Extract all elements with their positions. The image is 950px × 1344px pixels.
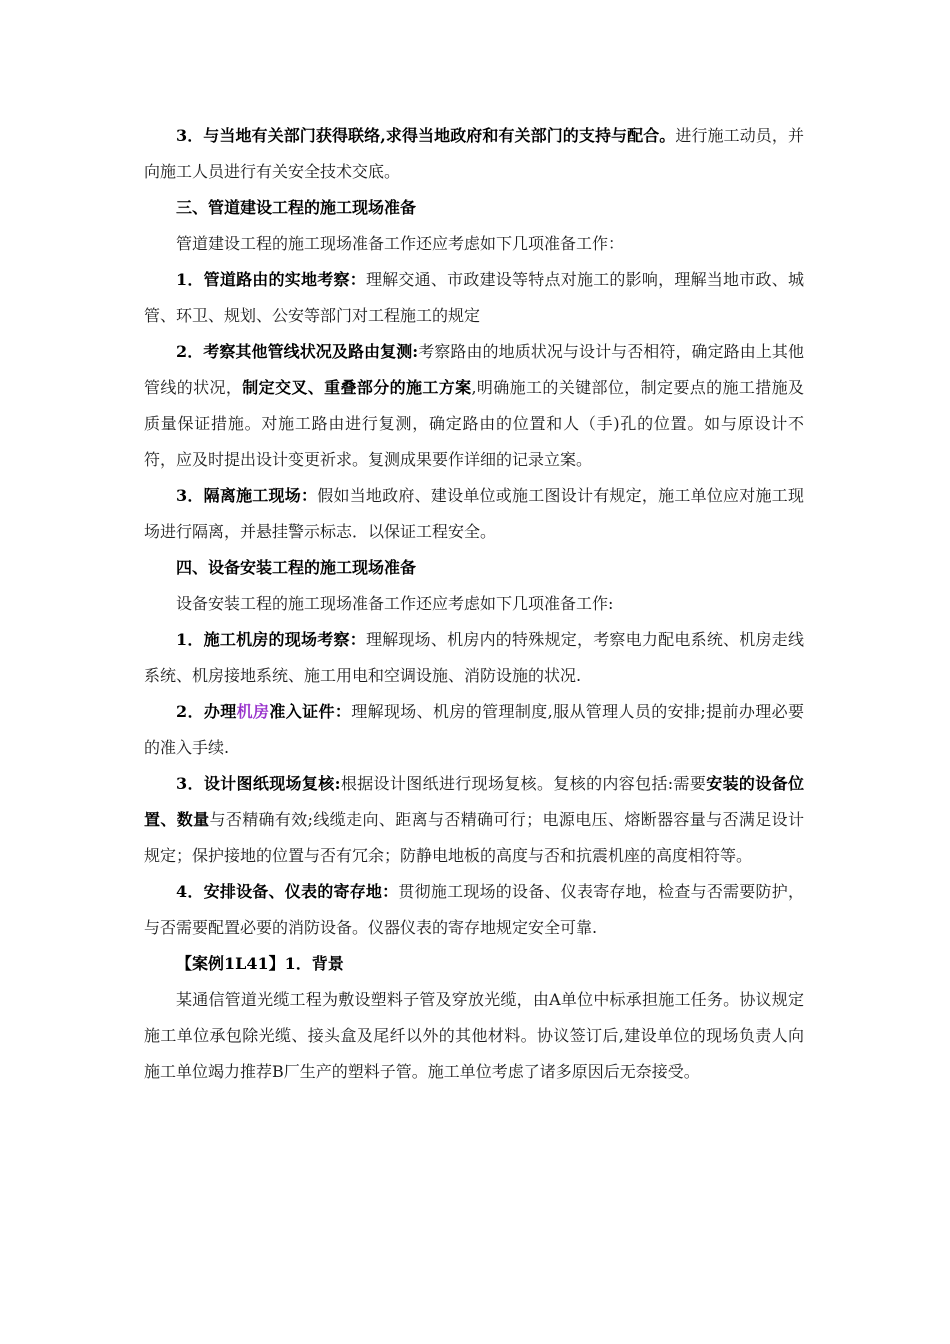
paragraph-text: 与否精确有效;线缆走向、距离与否精确可行；电源电压、熔断器容量与否满足设计规定；保护接地的位置与否有冗余；防静电地板的高度与否和抗震机座的高度相符等。 bbox=[144, 810, 804, 865]
document-body bbox=[144, 118, 804, 1090]
paragraph-room-survey bbox=[144, 622, 804, 694]
paragraph-text: 考察路由的地质状况与设计与否相符，确定路由上其他管线的状况， bbox=[144, 342, 804, 397]
paragraph-text: 贯彻施工现场的设备、仪表寄存地，检查与否需要防护，与否需要配置必要的消防设备。仪器仪表的寄存地规定安全可靠. bbox=[144, 882, 804, 937]
bold-phrase: 3．与当地有关部门获得联络,求得当地政府和有关部门的支持与配合。 bbox=[176, 126, 676, 145]
bold-phrase: 2．考察其他管线状况及路由复测: bbox=[176, 342, 419, 361]
paragraph-text: 理解交通、市政建设等特点对施工的影响，理解当地市政、城管、环卫、规划、公安等部门对工程施工的规定 bbox=[144, 270, 804, 325]
bold-phrase: 安装的设备位置、数量 bbox=[144, 774, 804, 829]
bold-phrase: 1．施工机房的现场考察： bbox=[176, 630, 366, 649]
section-heading-equipment bbox=[144, 550, 804, 586]
heading-text: 三、管道建设工程的施工现场准备 bbox=[176, 198, 417, 217]
bold-phrase: 4．安排设备、仪表的寄存地： bbox=[176, 882, 399, 901]
paragraph-local-coordination bbox=[144, 118, 804, 190]
paragraph-route-recheck bbox=[144, 334, 804, 478]
bold-phrase: 制定交叉、重叠部分的施工方案 bbox=[242, 378, 472, 397]
paragraph-site-isolation bbox=[144, 478, 804, 550]
paragraph-text: 根据设计图纸进行现场复核。复核的内容包括:需要 bbox=[340, 774, 707, 793]
heading-text: 【案例1L41】1．背景 bbox=[176, 954, 344, 973]
paragraph-text: 假如当地政府、建设单位或施工图设计有规定，施工单位应对施工现场进行隔离，并悬挂警示标志．以保证工程安全。 bbox=[144, 486, 804, 541]
section-heading-pipeline bbox=[144, 190, 804, 226]
paragraph-text: 理解现场、机房内的特殊规定，考察电力配电系统、机房走线系统、机房接地系统、施工用电和空调设施、消防设施的状况. bbox=[144, 630, 804, 685]
bold-phrase: 准入证件： bbox=[269, 702, 352, 721]
paragraph-access-permit bbox=[144, 694, 804, 766]
paragraph-route-survey bbox=[144, 262, 804, 334]
bold-phrase: 2．办理 bbox=[176, 702, 237, 721]
paragraph-text: 理解现场、机房的管理制度,服从管理人员的安排;提前办理必要的准入手续. bbox=[144, 702, 804, 757]
paragraph-pipeline-intro: 管道建设工程的施工现场准备工作还应考虑如下几项准备工作： bbox=[176, 234, 625, 253]
paragraph-drawing-check bbox=[144, 766, 804, 874]
paragraph-equipment-intro: 设备安装工程的施工现场准备工作还应考虑如下几项准备工作: bbox=[176, 594, 614, 613]
highlighted-link-term[interactable]: 机房 bbox=[236, 702, 270, 721]
bold-phrase: 3．设计图纸现场复核: bbox=[176, 774, 341, 793]
paragraph-text: ,明确施工的关键部位，制定要点的施工措施及质量保证措施。对施工路由进行复测，确定路由的位置和人（手)孔的位置。如与原设计不符，应及时提出设计变更祈求。复测成果要作详细的记录立案。 bbox=[144, 378, 804, 469]
heading-text: 四、设备安装工程的施工现场准备 bbox=[176, 558, 417, 577]
bold-phrase: 1．管道路由的实地考察： bbox=[176, 270, 366, 289]
case-heading bbox=[144, 946, 804, 982]
paragraph-case-background: 某通信管道光缆工程为敷设塑料子管及穿放光缆，由A单位中标承担施工任务。协议规定施工单位承包除光缆、接头盒及尾纤以外的其他材料。协议签订后,建设单位的现场负责人向施工单位竭力推荐B厂生产的塑料子管。施工单位考虑了诸多原因后无奈接受。 bbox=[144, 990, 804, 1081]
bold-phrase: 3．隔离施工现场： bbox=[176, 486, 318, 505]
paragraph-text: 进行施工动员，并向施工人员进行有关安全技术交底。 bbox=[144, 126, 804, 181]
paragraph-storage bbox=[144, 874, 804, 946]
